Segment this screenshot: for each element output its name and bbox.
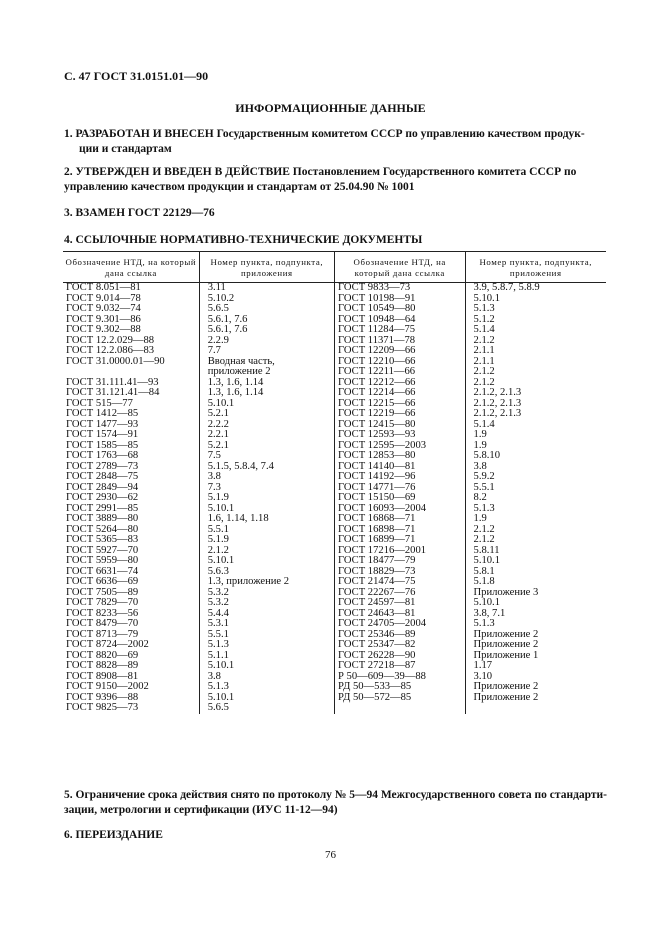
- right-clause-cell: 2.1.2, 2.1.3: [473, 387, 522, 398]
- right-clause-cell: 5.10.1: [473, 555, 500, 566]
- left-clause-cell: Вводная часть,: [207, 355, 275, 367]
- right-clause-cell: 5.10.1: [473, 292, 500, 304]
- left-clause-cell: приложение 2: [207, 366, 271, 377]
- left-designation-cell: ГОСТ 7829—70: [66, 597, 139, 608]
- right-designation-cell: ГОСТ 12853—80: [337, 450, 416, 461]
- left-clause-cell: 5.10.1: [207, 502, 235, 514]
- left-designation-cell: ГОСТ 1412—85: [66, 408, 139, 419]
- right-clause-cell: 8.2: [473, 492, 487, 503]
- right-designation-cell: ГОСТ 25347—82: [337, 639, 416, 650]
- left-designation-cell: ГОСТ 1477—93: [66, 418, 139, 430]
- left-designation-cell: ГОСТ 12.2.029—88: [66, 334, 155, 346]
- left-clause-cell: 5.2.1: [207, 439, 229, 451]
- right-designation-cell: ГОСТ 10549—80: [337, 303, 416, 314]
- left-clause-cell: 3.8: [207, 471, 221, 482]
- right-designation-cell: ГОСТ 12209—66: [337, 345, 416, 356]
- right-designation-cell: ГОСТ 10948—64: [337, 313, 416, 325]
- right-clause-cell: 5.1.4: [473, 324, 495, 335]
- left-designation-cell: ГОСТ 9150—2002: [66, 681, 149, 692]
- right-designation-cell: ГОСТ 24705—2004: [337, 618, 427, 629]
- right-designation-cell: ГОСТ 16093—2004: [337, 502, 427, 514]
- right-clause-cell: 5.1.8: [473, 576, 495, 587]
- right-designation-cell: Р 50—609—39—88: [337, 670, 426, 682]
- left-clause-cell: 1.3, приложение 2: [207, 576, 290, 587]
- left-clause-cell: 3.11: [207, 282, 226, 293]
- left-designation-cell: ГОСТ 2930—62: [66, 492, 139, 503]
- item-1-line-1: 1. РАЗРАБОТАН И ВНЕСЕН Государственным комитетом СССР по управлению качеством продук-: [64, 128, 585, 140]
- left-designation-cell: ГОСТ 31.121.41—84: [66, 387, 160, 398]
- left-clause-cell: 5.6.1, 7.6: [207, 313, 248, 325]
- item-2-line-1: 2. УТВЕРЖДЕН И ВВЕДЕН В ДЕЙСТВИЕ Постановлением Государственного комитета СССР по: [64, 166, 577, 178]
- left-clause-cell: 5.3.2: [207, 586, 229, 598]
- left-designation-column: [63, 283, 199, 714]
- left-clause-column: [199, 283, 334, 714]
- right-designation-cell: ГОСТ 12210—66: [337, 355, 416, 367]
- left-clause-cell: 3.8: [207, 670, 221, 682]
- right-clause-cell: 2.1.2: [473, 534, 495, 545]
- left-designation-cell: ГОСТ 8.051—81: [66, 282, 141, 293]
- left-designation-cell: ГОСТ 8820—69: [66, 649, 139, 661]
- left-clause-cell: 5.4.4: [207, 607, 229, 619]
- left-clause-cell: 2.2.1: [207, 429, 229, 440]
- right-clause-cell: 5.9.2: [473, 471, 495, 482]
- left-designation-cell: ГОСТ 9.032—74: [66, 303, 141, 314]
- right-designation-cell: ГОСТ 14192—96: [337, 471, 416, 482]
- left-clause-cell: 5.3.1: [207, 618, 229, 629]
- left-clause-cell: 5.10.1: [207, 691, 235, 703]
- right-clause-cell: 2.1.2, 2.1.3: [473, 408, 522, 419]
- left-designation-cell: ГОСТ 8479—70: [66, 618, 139, 629]
- right-designation-cell: РД 50—572—85: [337, 691, 412, 703]
- item-2-line-2: управлению качеством продукции и стандартам от 25.04.90 № 1001: [64, 181, 415, 193]
- item-5-line-2: зации, метрологии и сертификации (ИУС 11-12—94): [64, 804, 338, 816]
- right-designation-cell: ГОСТ 12595—2003: [337, 439, 427, 451]
- right-clause-cell: 2.1.1: [473, 355, 495, 367]
- left-designation-cell: ГОСТ 2789—73: [66, 460, 139, 472]
- left-clause-cell: 2.2.2: [207, 418, 229, 430]
- left-clause-cell: 7.7: [207, 345, 221, 356]
- left-clause-cell: 5.6.5: [207, 702, 229, 713]
- header-left-designation: Обозначение НТД, на который дана ссылка: [63, 252, 199, 283]
- left-designation-cell: ГОСТ 6631—74: [66, 565, 139, 577]
- table-header-row: [63, 252, 606, 283]
- left-designation-cell: ГОСТ 5959—80: [66, 555, 139, 566]
- right-designation-cell: ГОСТ 15150—69: [337, 492, 416, 503]
- right-designation-cell: ГОСТ 12593—93: [337, 429, 416, 440]
- right-clause-cell: 3.8, 7.1: [473, 607, 506, 619]
- right-designation-cell: ГОСТ 16899—71: [337, 534, 416, 545]
- item-1-line-2: ции и стандартам: [79, 143, 172, 155]
- right-designation-cell: ГОСТ 12215—66: [337, 397, 416, 409]
- right-designation-cell: ГОСТ 12211—66: [337, 366, 416, 377]
- right-designation-cell: ГОСТ 27218—87: [337, 660, 416, 671]
- item-2: [64, 165, 604, 195]
- right-clause-cell: 1.9: [473, 429, 487, 440]
- right-clause-cell: 2.1.1: [473, 345, 495, 356]
- left-clause-cell: 2.1.2: [207, 544, 229, 556]
- left-clause-cell: 5.1.9: [207, 492, 229, 503]
- right-clause-cell: 1.17: [473, 660, 493, 671]
- right-clause-cell: 5.10.1: [473, 597, 500, 608]
- right-designation-cell: ГОСТ 22267—76: [337, 586, 416, 598]
- left-clause-cell: 5.1.3: [207, 639, 229, 650]
- right-designation-cell: ГОСТ 9833—73: [337, 282, 411, 293]
- right-clause-cell: 5.1.2: [473, 313, 495, 325]
- right-clause-cell: 3.8: [473, 460, 487, 472]
- right-designation-cell: ГОСТ 26228—90: [337, 649, 416, 661]
- right-designation-cell: ГОСТ 12219—66: [337, 408, 416, 419]
- right-designation-cell: РД 50—533—85: [337, 681, 412, 692]
- page-number: 76: [325, 849, 336, 861]
- left-clause-cell: 5.6.3: [207, 565, 229, 577]
- right-clause-cell: 1.9: [473, 513, 487, 524]
- right-designation-cell: ГОСТ 11371—78: [337, 334, 416, 346]
- right-designation-cell: ГОСТ 17216—2001: [337, 544, 427, 556]
- left-designation-cell: ГОСТ 31.0000.01—90: [66, 355, 165, 367]
- item-6: 6. ПЕРЕИЗДАНИЕ: [64, 829, 163, 841]
- left-designation-cell: ГОСТ 2991—85: [66, 502, 139, 514]
- left-clause-cell: 1.3, 1.6, 1.14: [207, 376, 264, 388]
- right-clause-cell: Приложение 2: [473, 681, 539, 692]
- left-designation-cell: ГОСТ 8713—79: [66, 628, 139, 640]
- right-designation-cell: ГОСТ 12214—66: [337, 387, 416, 398]
- left-designation-cell: ГОСТ 1574—91: [66, 429, 139, 440]
- right-clause-cell: 2.1.2: [473, 334, 495, 346]
- left-designation-cell: ГОСТ 12.2.086—83: [66, 345, 155, 356]
- right-designation-cell: ГОСТ 24597—81: [337, 597, 416, 608]
- left-designation-cell: ГОСТ 31.111.41—93: [66, 376, 159, 388]
- left-clause-cell: 5.1.5, 5.8.4, 7.4: [207, 460, 274, 472]
- page-title: ИНФОРМАЦИОННЫЕ ДАННЫЕ: [235, 101, 426, 115]
- right-clause-cell: Приложение 2: [473, 691, 539, 703]
- left-clause-cell: 7.3: [207, 481, 221, 493]
- table-body-row: [63, 283, 606, 714]
- right-clause-cell: 2.1.2: [473, 366, 495, 377]
- header-right-designation: Обозначение НТД, на который дана ссылка: [334, 252, 465, 283]
- right-designation-cell: ГОСТ 18477—79: [337, 555, 416, 566]
- left-designation-cell: ГОСТ 9.301—86: [66, 313, 141, 325]
- left-clause-cell: 5.1.1: [207, 649, 229, 661]
- right-clause-cell: 5.8.11: [473, 544, 500, 556]
- right-clause-cell: 5.8.1: [473, 565, 495, 577]
- right-designation-cell: ГОСТ 12415—80: [337, 418, 416, 430]
- left-designation-cell: ГОСТ 7505—89: [66, 586, 139, 598]
- right-clause-cell: Приложение 2: [473, 628, 539, 640]
- left-clause-cell: 5.5.1: [207, 523, 229, 535]
- left-clause-cell: 1.6, 1.14, 1.18: [207, 513, 269, 524]
- item-5-line-1: 5. Ограничение срока действия снято по протоколу № 5—94 Межгосударственного совета по стандарти-: [64, 789, 607, 801]
- left-designation-cell: ГОСТ 2849—94: [66, 481, 139, 493]
- item-4: 4. ССЫЛОЧНЫЕ НОРМАТИВНО-ТЕХНИЧЕСКИЕ ДОКУМЕНТЫ: [64, 234, 423, 246]
- left-designation-cell: ГОСТ 3889—80: [66, 513, 139, 524]
- item-3: 3. ВЗАМЕН ГОСТ 22129—76: [64, 207, 215, 219]
- left-clause-cell: 5.6.5: [207, 303, 229, 314]
- left-designation-cell: ГОСТ 9396—88: [66, 691, 139, 703]
- left-designation-cell: ГОСТ 8828—89: [66, 660, 139, 671]
- item-1: [64, 127, 604, 157]
- right-designation-cell: ГОСТ 10198—91: [337, 292, 416, 304]
- right-designation-cell: ГОСТ 14771—76: [337, 481, 416, 493]
- left-clause-cell: 5.1.9: [207, 534, 229, 545]
- right-clause-cell: 3.9, 5.8.7, 5.8.9: [473, 282, 540, 293]
- right-clause-cell: 2.1.2, 2.1.3: [473, 397, 522, 409]
- right-clause-cell: Приложение 3: [473, 586, 539, 598]
- left-designation-cell: ГОСТ 9825—73: [66, 702, 139, 713]
- right-clause-cell: 2.1.2: [473, 376, 495, 388]
- left-clause-cell: 5.5.1: [207, 628, 229, 640]
- left-designation-cell: ГОСТ 1585—85: [66, 439, 139, 451]
- left-designation-cell: ГОСТ 5264—80: [66, 523, 139, 535]
- right-designation-cell: ГОСТ 25346—89: [337, 628, 416, 640]
- right-clause-cell: Приложение 1: [473, 649, 539, 661]
- left-designation-cell: ГОСТ 9.014—78: [66, 292, 141, 304]
- right-clause-cell: Приложение 2: [473, 639, 539, 650]
- left-clause-cell: 5.3.2: [207, 597, 229, 608]
- right-designation-cell: ГОСТ 16868—71: [337, 513, 416, 524]
- left-designation-cell: ГОСТ 8233—56: [66, 607, 139, 619]
- left-clause-cell: 5.2.1: [207, 408, 229, 419]
- left-clause-cell: 1.3, 1.6, 1.14: [207, 387, 264, 398]
- left-clause-cell: 2.2.9: [207, 334, 229, 346]
- right-designation-cell: ГОСТ 18829—73: [337, 565, 416, 577]
- right-clause-column: [465, 283, 606, 714]
- left-clause-cell: 7.5: [207, 450, 221, 461]
- right-designation-cell: ГОСТ 12212—66: [337, 376, 416, 388]
- left-clause-cell: 5.10.2: [207, 292, 235, 304]
- right-clause-cell: 3.10: [473, 670, 493, 682]
- right-clause-cell: 5.1.3: [473, 618, 495, 629]
- item-5: [64, 788, 609, 818]
- left-designation-cell: ГОСТ 9.302—88: [66, 324, 141, 335]
- right-clause-cell: 1.9: [473, 439, 487, 451]
- right-clause-cell: 5.1.3: [473, 502, 495, 514]
- right-clause-cell: 2.1.2: [473, 523, 495, 535]
- left-clause-cell: 5.10.1: [207, 660, 235, 671]
- right-clause-cell: 5.8.10: [473, 450, 500, 461]
- left-designation-cell: ГОСТ 2848—75: [66, 471, 139, 482]
- right-designation-column: [334, 283, 465, 714]
- right-designation-cell: ГОСТ 21474—75: [337, 576, 416, 587]
- running-head: С. 47 ГОСТ 31.0151.01—90: [64, 69, 209, 83]
- right-designation-cell: ГОСТ 14140—81: [337, 460, 416, 472]
- left-clause-cell: 5.10.1: [207, 397, 235, 409]
- right-designation-cell: ГОСТ 11284—75: [337, 324, 416, 335]
- left-designation-cell: ГОСТ 1763—68: [66, 450, 139, 461]
- left-clause-cell: 5.10.1: [207, 555, 235, 566]
- right-clause-cell: 5.1.3: [473, 303, 495, 314]
- left-designation-cell: ГОСТ 8908—81: [66, 670, 139, 682]
- right-designation-cell: ГОСТ 16898—71: [337, 523, 416, 535]
- left-designation-cell: ГОСТ 8724—2002: [66, 639, 149, 650]
- right-clause-cell: 5.5.1: [473, 481, 495, 493]
- left-designation-cell: ГОСТ 6636—69: [66, 576, 139, 587]
- right-clause-cell: 5.1.4: [473, 418, 495, 430]
- right-designation-cell: ГОСТ 24643—81: [337, 607, 416, 619]
- left-clause-cell: 5.1.3: [207, 681, 229, 692]
- left-designation-cell: [66, 367, 199, 378]
- references-table: [63, 251, 606, 714]
- header-left-clause: Номер пункта, подпункта, приложения: [199, 252, 334, 283]
- left-designation-cell: ГОСТ 5927—70: [66, 544, 139, 556]
- header-right-clause: Номер пункта, подпункта, приложения: [465, 252, 606, 283]
- left-designation-cell: ГОСТ 5365—83: [66, 534, 139, 545]
- left-clause-cell: 5.6.1, 7.6: [207, 324, 248, 335]
- left-designation-cell: ГОСТ 515—77: [66, 397, 133, 409]
